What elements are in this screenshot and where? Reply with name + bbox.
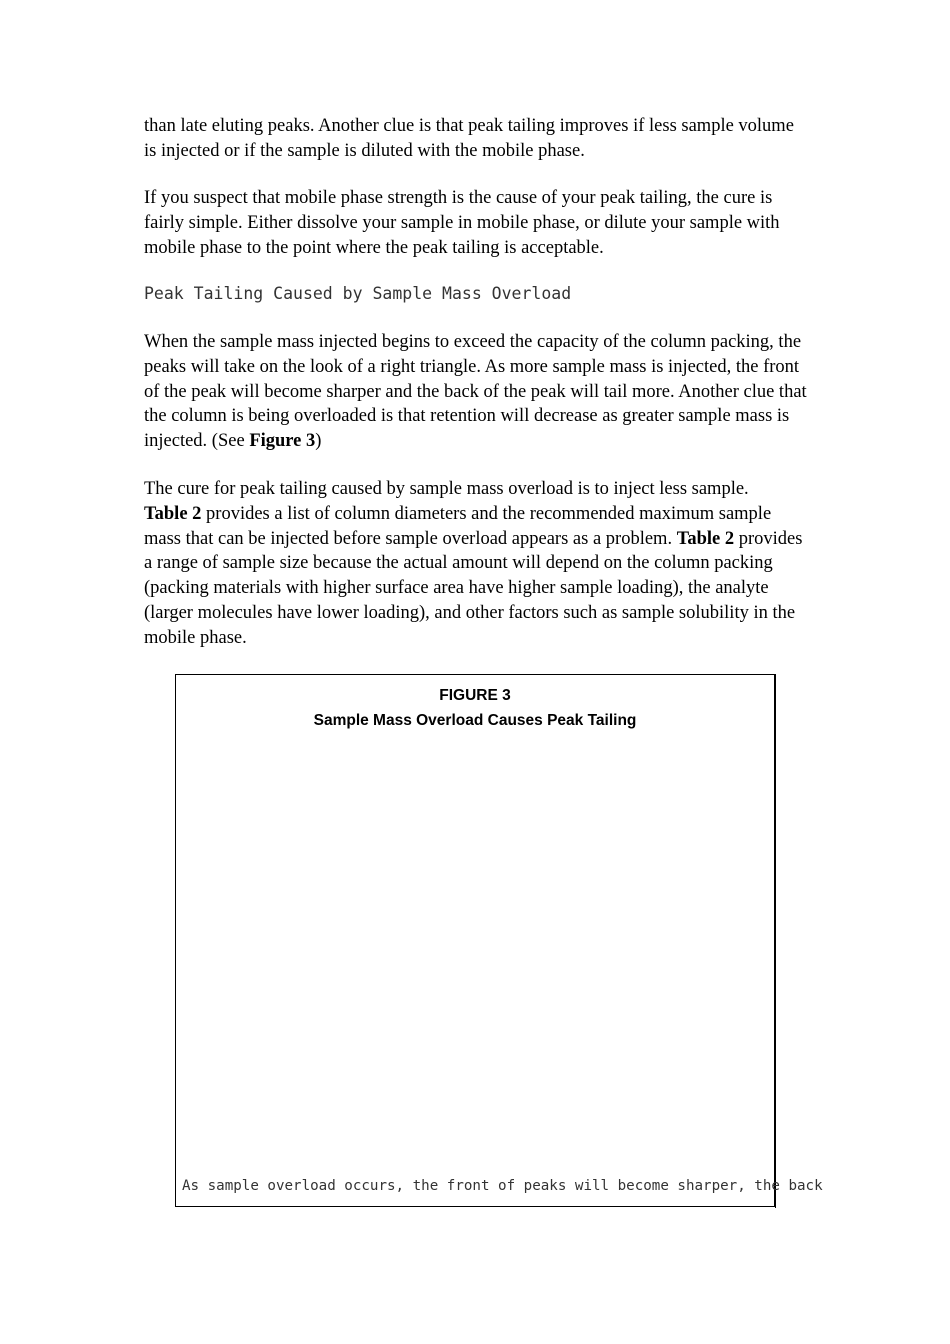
paragraph-text: provides a list of column diameters and the recommended maximum sample mass that can be injected before sample overload appears as a problem. (144, 503, 772, 549)
paragraph-text: ) (315, 431, 322, 452)
figure-label: FIGURE 3 (439, 687, 511, 704)
figure-reference: Figure 3 (249, 431, 316, 452)
paragraph-mobile-phase-cure: If you suspect that mobile phase strength is the cause of your peak tailing, the cure is fairly simple. Either dissolve your sample in mobile phase, or dilute your sample with mobile phase to the point where the peak tailing is acceptable. (144, 188, 780, 258)
paragraph-overload-cure (144, 477, 809, 651)
figure-frame (175, 674, 775, 1207)
figure-title: Sample Mass Overload Causes Peak Tailing (313, 712, 637, 729)
figure-frame-bottom (175, 1206, 776, 1207)
paragraph-text: The cure for peak tailing caused by sample mass overload is to inject less sample. (144, 479, 749, 499)
paragraph-text: When the sample mass injected begins to exceed the capacity of the column packing, the peaks will take on the look of a right triangle. As more sample mass is injected, the front of the peak will become sharper and the back of the peak will tail more. Another clue that the column is being overloaded is that retention will decrease as greater sample mass is injected. (See (144, 332, 807, 452)
paragraph-intro-continued: than late eluting peaks. Another clue is that peak tailing improves if less sample volume is injected or if the sample is diluted with the mobile phase. (144, 116, 794, 161)
paragraph-mass-overload (144, 330, 809, 454)
section-heading: Peak Tailing Caused by Sample Mass Overload (144, 284, 572, 303)
figure-frame-edge (775, 674, 776, 1208)
paragraph-text: provides a range of sample size because the actual amount will depend on the column packing (packing materials with higher surface area have higher sample loading), the analyte (larger molecules have lower loading), and other factors such as sample solubility in the mobile phase. (144, 528, 803, 648)
figure-caption: As sample overload occurs, the front of peaks will become sharper, the back (182, 1178, 823, 1194)
table-reference: Table 2 (144, 503, 202, 524)
table-reference: Table 2 (676, 528, 735, 549)
